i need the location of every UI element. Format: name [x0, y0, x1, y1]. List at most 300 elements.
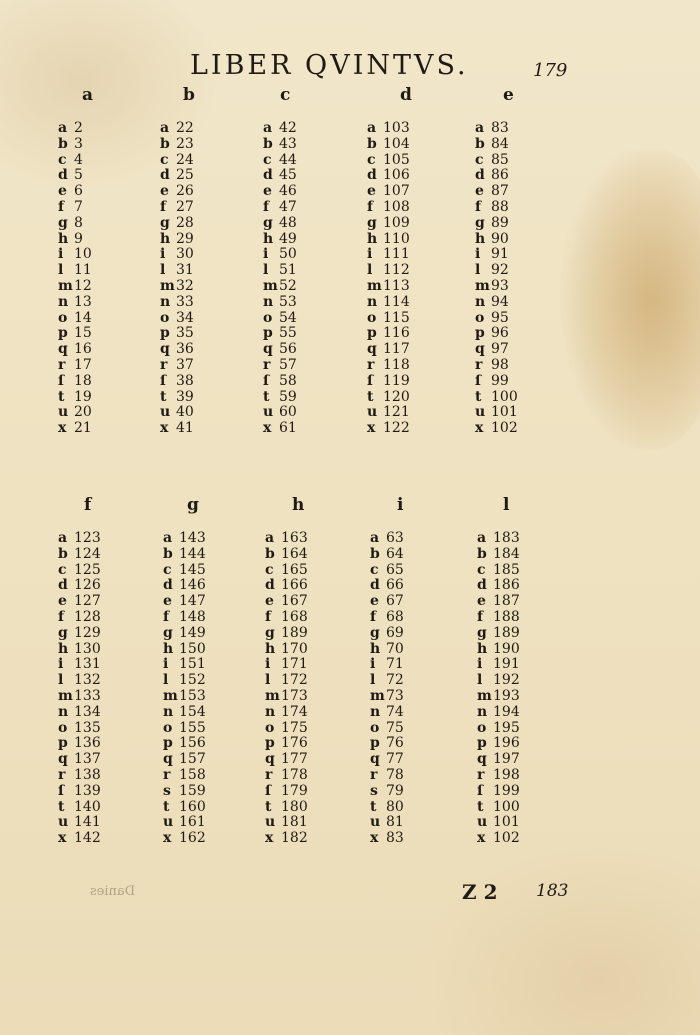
letter-key: n	[58, 293, 69, 310]
cipher-row	[370, 673, 404, 689]
number-value: 187	[493, 593, 520, 610]
cipher-row	[163, 689, 206, 705]
number-value: 87	[491, 183, 509, 200]
cipher-row	[58, 184, 92, 200]
letter-key: o	[475, 309, 485, 326]
number-value: 118	[383, 356, 410, 373]
number-value: 115	[383, 309, 410, 326]
letter-key: n	[477, 703, 488, 720]
number-value: 136	[74, 735, 101, 752]
letter-key: d	[475, 167, 485, 184]
cipher-row	[477, 768, 520, 784]
cipher-row	[475, 390, 518, 406]
letter-key: n	[265, 703, 276, 720]
cipher-row	[163, 705, 206, 721]
cipher-row	[58, 610, 101, 626]
number-value: 188	[493, 608, 520, 625]
cipher-row	[58, 768, 101, 784]
cipher-row	[475, 200, 518, 216]
number-value: 111	[383, 246, 410, 263]
cipher-row	[477, 736, 520, 752]
number-value: 101	[491, 404, 518, 421]
cipher-row	[58, 358, 92, 374]
letter-key: m	[58, 687, 73, 704]
letter-key: u	[58, 404, 69, 421]
letter-key: c	[265, 561, 274, 578]
number-value: 126	[74, 577, 101, 594]
letter-key: u	[475, 404, 486, 421]
number-value: 39	[176, 388, 194, 405]
letter-key: p	[263, 325, 273, 342]
number-value: 168	[281, 608, 308, 625]
number-value: 21	[74, 420, 92, 437]
letter-key: q	[265, 751, 275, 768]
cipher-row	[367, 311, 410, 327]
letter-key: q	[477, 751, 487, 768]
number-value: 51	[279, 262, 297, 279]
number-value: 96	[491, 325, 509, 342]
letter-key: a	[263, 120, 273, 136]
letter-key: l	[370, 672, 376, 689]
running-title: LIBER QVINTVS.	[190, 50, 469, 81]
cipher-row	[58, 121, 92, 137]
number-value: 77	[386, 751, 404, 768]
number-value: 100	[493, 798, 520, 815]
number-value: 20	[74, 404, 92, 421]
cipher-row	[58, 721, 101, 737]
number-value: 165	[281, 561, 308, 578]
cipher-row	[58, 295, 92, 311]
cipher-row	[263, 168, 297, 184]
cipher-row	[367, 168, 410, 184]
number-value: 37	[176, 356, 194, 373]
cipher-row	[477, 673, 520, 689]
number-value: 19	[74, 388, 92, 405]
number-value: 14	[74, 309, 92, 326]
letter-key: l	[263, 262, 269, 279]
letter-key: ſ	[477, 782, 484, 799]
number-value: 101	[493, 814, 520, 831]
letter-key: g	[263, 214, 273, 231]
number-value: 183	[493, 530, 520, 546]
cipher-row	[370, 563, 404, 579]
letter-key: e	[58, 593, 67, 610]
cipher-row	[475, 326, 518, 342]
number-value: 34	[176, 309, 194, 326]
cipher-row	[58, 642, 101, 658]
letter-key: n	[163, 703, 174, 720]
cipher-row	[477, 563, 520, 579]
letter-key: f	[58, 608, 65, 625]
letter-key: e	[58, 183, 67, 200]
number-value: 194	[493, 703, 520, 720]
number-value: 26	[176, 183, 194, 200]
letter-key: l	[477, 672, 483, 689]
letter-key: i	[477, 656, 483, 673]
number-value: 197	[493, 751, 520, 768]
letter-key: r	[58, 356, 66, 373]
letter-key: p	[265, 735, 275, 752]
cipher-row	[58, 137, 92, 153]
cipher-row	[370, 657, 404, 673]
letter-key: h	[370, 640, 381, 657]
letter-key: l	[160, 262, 166, 279]
letter-key: m	[58, 277, 73, 294]
number-value: 61	[279, 420, 297, 437]
cipher-row	[58, 405, 92, 421]
number-value: 8	[74, 214, 83, 231]
cipher-row	[477, 610, 520, 626]
number-value: 108	[383, 198, 410, 215]
number-value: 112	[383, 262, 410, 279]
letter-key: i	[265, 656, 271, 673]
letter-key: r	[367, 356, 375, 373]
number-value: 154	[179, 703, 206, 720]
number-value: 160	[179, 798, 206, 815]
cipher-row	[160, 137, 194, 153]
number-value: 113	[383, 277, 410, 294]
number-value: 173	[281, 687, 308, 704]
letter-key: i	[163, 656, 169, 673]
number-value: 46	[279, 183, 297, 200]
cipher-row	[475, 137, 518, 153]
number-value: 174	[281, 703, 308, 720]
letter-key: q	[160, 341, 170, 358]
number-value: 65	[386, 561, 404, 578]
letter-key: c	[475, 151, 484, 168]
catchword: 183	[536, 881, 569, 901]
number-value: 140	[74, 798, 101, 815]
letter-key: u	[263, 404, 274, 421]
cipher-row	[160, 405, 194, 421]
number-value: 133	[74, 687, 101, 704]
cipher-row	[263, 405, 297, 421]
cipher-row	[477, 531, 520, 547]
cipher-row	[263, 295, 297, 311]
letter-key: m	[265, 687, 280, 704]
cipher-row	[265, 815, 308, 831]
number-value: 196	[493, 735, 520, 752]
cipher-row	[475, 311, 518, 327]
letter-key: r	[370, 766, 378, 783]
number-value: 2	[74, 120, 83, 136]
letter-key: x	[475, 420, 484, 437]
number-value: 137	[74, 751, 101, 768]
number-value: 5	[74, 167, 83, 184]
cipher-row	[367, 358, 410, 374]
number-value: 43	[279, 135, 297, 152]
letter-key: m	[370, 687, 385, 704]
number-value: 10	[74, 246, 92, 263]
cipher-row	[263, 263, 297, 279]
number-value: 184	[493, 545, 520, 562]
column-heading: c	[280, 85, 291, 105]
letter-key: e	[475, 183, 484, 200]
letter-key: u	[160, 404, 171, 421]
cipher-row	[475, 342, 518, 358]
number-value: 182	[281, 830, 308, 847]
cipher-row	[477, 752, 520, 768]
cipher-row	[477, 578, 520, 594]
number-value: 7	[74, 198, 83, 215]
number-value: 59	[279, 388, 297, 405]
cipher-row	[477, 705, 520, 721]
number-value: 50	[279, 246, 297, 263]
number-value: 86	[491, 167, 509, 184]
number-value: 72	[386, 672, 404, 689]
number-value: 12	[74, 277, 92, 294]
number-value: 81	[386, 814, 404, 831]
number-value: 3	[74, 135, 83, 152]
letter-key: ſ	[265, 782, 272, 799]
letter-key: d	[263, 167, 273, 184]
letter-key: i	[263, 246, 269, 263]
number-value: 68	[386, 608, 404, 625]
cipher-column	[367, 121, 410, 437]
number-value: 103	[383, 120, 410, 136]
cipher-row	[477, 657, 520, 673]
number-value: 145	[179, 561, 206, 578]
cipher-row	[475, 121, 518, 137]
letter-key: t	[163, 798, 170, 815]
cipher-row	[163, 531, 206, 547]
cipher-row	[367, 421, 410, 437]
number-value: 186	[493, 577, 520, 594]
cipher-row	[160, 295, 194, 311]
cipher-row	[263, 121, 297, 137]
letter-key: q	[58, 751, 68, 768]
number-value: 199	[493, 782, 520, 799]
cipher-row	[263, 342, 297, 358]
number-value: 41	[176, 420, 194, 437]
number-value: 129	[74, 624, 101, 641]
letter-key: m	[477, 687, 492, 704]
letter-key: b	[370, 545, 380, 562]
cipher-row	[475, 216, 518, 232]
letter-key: x	[263, 420, 272, 437]
letter-key: r	[477, 766, 485, 783]
number-value: 128	[74, 608, 101, 625]
cipher-row	[475, 279, 518, 295]
number-value: 67	[386, 593, 404, 610]
number-value: 91	[491, 246, 509, 263]
letter-key: d	[58, 167, 68, 184]
cipher-row	[58, 563, 101, 579]
number-value: 191	[493, 656, 520, 673]
cipher-row	[263, 374, 297, 390]
number-value: 33	[176, 293, 194, 310]
letter-key: ſ	[475, 372, 482, 389]
cipher-row	[160, 263, 194, 279]
letter-key: l	[58, 262, 64, 279]
letter-key: n	[367, 293, 378, 310]
cipher-row	[367, 390, 410, 406]
cipher-row	[367, 184, 410, 200]
letter-key: x	[265, 830, 274, 847]
number-value: 141	[74, 814, 101, 831]
number-value: 179	[281, 782, 308, 799]
number-value: 125	[74, 561, 101, 578]
letter-key: d	[477, 577, 487, 594]
number-value: 146	[179, 577, 206, 594]
letter-key: e	[160, 183, 169, 200]
letter-key: m	[160, 277, 175, 294]
letter-key: a	[370, 530, 380, 546]
cipher-row	[367, 200, 410, 216]
letter-key: ſ	[58, 782, 65, 799]
cipher-row	[370, 531, 404, 547]
number-value: 157	[179, 751, 206, 768]
number-value: 195	[493, 719, 520, 736]
cipher-column	[475, 121, 518, 437]
cipher-column	[265, 531, 308, 847]
cipher-row	[58, 374, 92, 390]
letter-key: t	[475, 388, 482, 405]
number-value: 27	[176, 198, 194, 215]
letter-key: a	[475, 120, 485, 136]
letter-key: a	[367, 120, 377, 136]
cipher-row	[265, 768, 308, 784]
cipher-row	[265, 642, 308, 658]
cipher-row	[263, 279, 297, 295]
letter-key: g	[370, 624, 380, 641]
letter-key: h	[160, 230, 171, 247]
number-value: 143	[179, 530, 206, 546]
letter-key: e	[370, 593, 379, 610]
number-value: 54	[279, 309, 297, 326]
cipher-row	[163, 594, 206, 610]
number-value: 178	[281, 766, 308, 783]
number-value: 90	[491, 230, 509, 247]
cipher-row	[475, 153, 518, 169]
number-value: 159	[179, 782, 206, 799]
cipher-row	[265, 689, 308, 705]
number-value: 11	[74, 262, 92, 279]
number-value: 92	[491, 262, 509, 279]
cipher-column	[160, 121, 194, 437]
number-value: 193	[493, 687, 520, 704]
letter-key: q	[370, 751, 380, 768]
cipher-row	[58, 390, 92, 406]
letter-key: b	[160, 135, 170, 152]
letter-key: n	[58, 703, 69, 720]
cipher-row	[265, 610, 308, 626]
letter-key: s	[370, 782, 378, 799]
cipher-row	[265, 657, 308, 673]
cipher-row	[475, 405, 518, 421]
letter-key: ſ	[58, 372, 65, 389]
letter-key: f	[263, 198, 270, 215]
cipher-row	[163, 784, 206, 800]
letter-key: f	[58, 198, 65, 215]
cipher-row	[160, 232, 194, 248]
cipher-row	[58, 831, 101, 847]
cipher-row	[265, 784, 308, 800]
cipher-row	[58, 673, 101, 689]
number-value: 13	[74, 293, 92, 310]
letter-key: f	[370, 608, 377, 625]
number-value: 71	[386, 656, 404, 673]
cipher-row	[477, 831, 520, 847]
number-value: 134	[74, 703, 101, 720]
cipher-row	[160, 358, 194, 374]
number-value: 80	[386, 798, 404, 815]
cipher-row	[477, 689, 520, 705]
cipher-row	[160, 342, 194, 358]
number-value: 109	[383, 214, 410, 231]
letter-key: p	[58, 325, 68, 342]
letter-key: r	[160, 356, 168, 373]
letter-key: l	[265, 672, 271, 689]
number-value: 132	[74, 672, 101, 689]
column-heading: h	[292, 495, 305, 515]
letter-key: l	[163, 672, 169, 689]
letter-key: f	[477, 608, 484, 625]
number-value: 148	[179, 608, 206, 625]
letter-key: l	[367, 262, 373, 279]
number-value: 164	[281, 545, 308, 562]
letter-key: d	[265, 577, 275, 594]
cipher-row	[58, 736, 101, 752]
letter-key: c	[263, 151, 272, 168]
number-value: 73	[386, 687, 404, 704]
cipher-row	[370, 547, 404, 563]
letter-key: f	[367, 198, 374, 215]
number-value: 119	[383, 372, 410, 389]
letter-key: i	[370, 656, 376, 673]
number-value: 75	[386, 719, 404, 736]
number-value: 149	[179, 624, 206, 641]
cipher-row	[477, 784, 520, 800]
cipher-column	[163, 531, 206, 847]
number-value: 84	[491, 135, 509, 152]
letter-key: i	[58, 246, 64, 263]
letter-key: o	[265, 719, 275, 736]
letter-key: h	[58, 230, 69, 247]
cipher-row	[163, 752, 206, 768]
letter-key: c	[163, 561, 172, 578]
cipher-row	[263, 184, 297, 200]
number-value: 93	[491, 277, 509, 294]
letter-key: d	[163, 577, 173, 594]
letter-key: ſ	[160, 372, 167, 389]
letter-key: b	[477, 545, 487, 562]
cipher-row	[160, 247, 194, 263]
cipher-row	[160, 184, 194, 200]
letter-key: b	[263, 135, 273, 152]
cipher-row	[265, 626, 308, 642]
number-value: 156	[179, 735, 206, 752]
cipher-row	[163, 831, 206, 847]
letter-key: r	[265, 766, 273, 783]
letter-key: f	[475, 198, 482, 215]
cipher-row	[265, 531, 308, 547]
number-value: 78	[386, 766, 404, 783]
number-value: 150	[179, 640, 206, 657]
cipher-row	[265, 752, 308, 768]
number-value: 189	[281, 624, 308, 641]
number-value: 28	[176, 214, 194, 231]
letter-key: g	[367, 214, 377, 231]
number-value: 123	[74, 530, 101, 546]
number-value: 190	[493, 640, 520, 657]
cipher-row	[160, 168, 194, 184]
letter-key: x	[163, 830, 172, 847]
letter-key: p	[163, 735, 173, 752]
cipher-row	[58, 594, 101, 610]
cipher-row	[477, 594, 520, 610]
cipher-row	[263, 326, 297, 342]
